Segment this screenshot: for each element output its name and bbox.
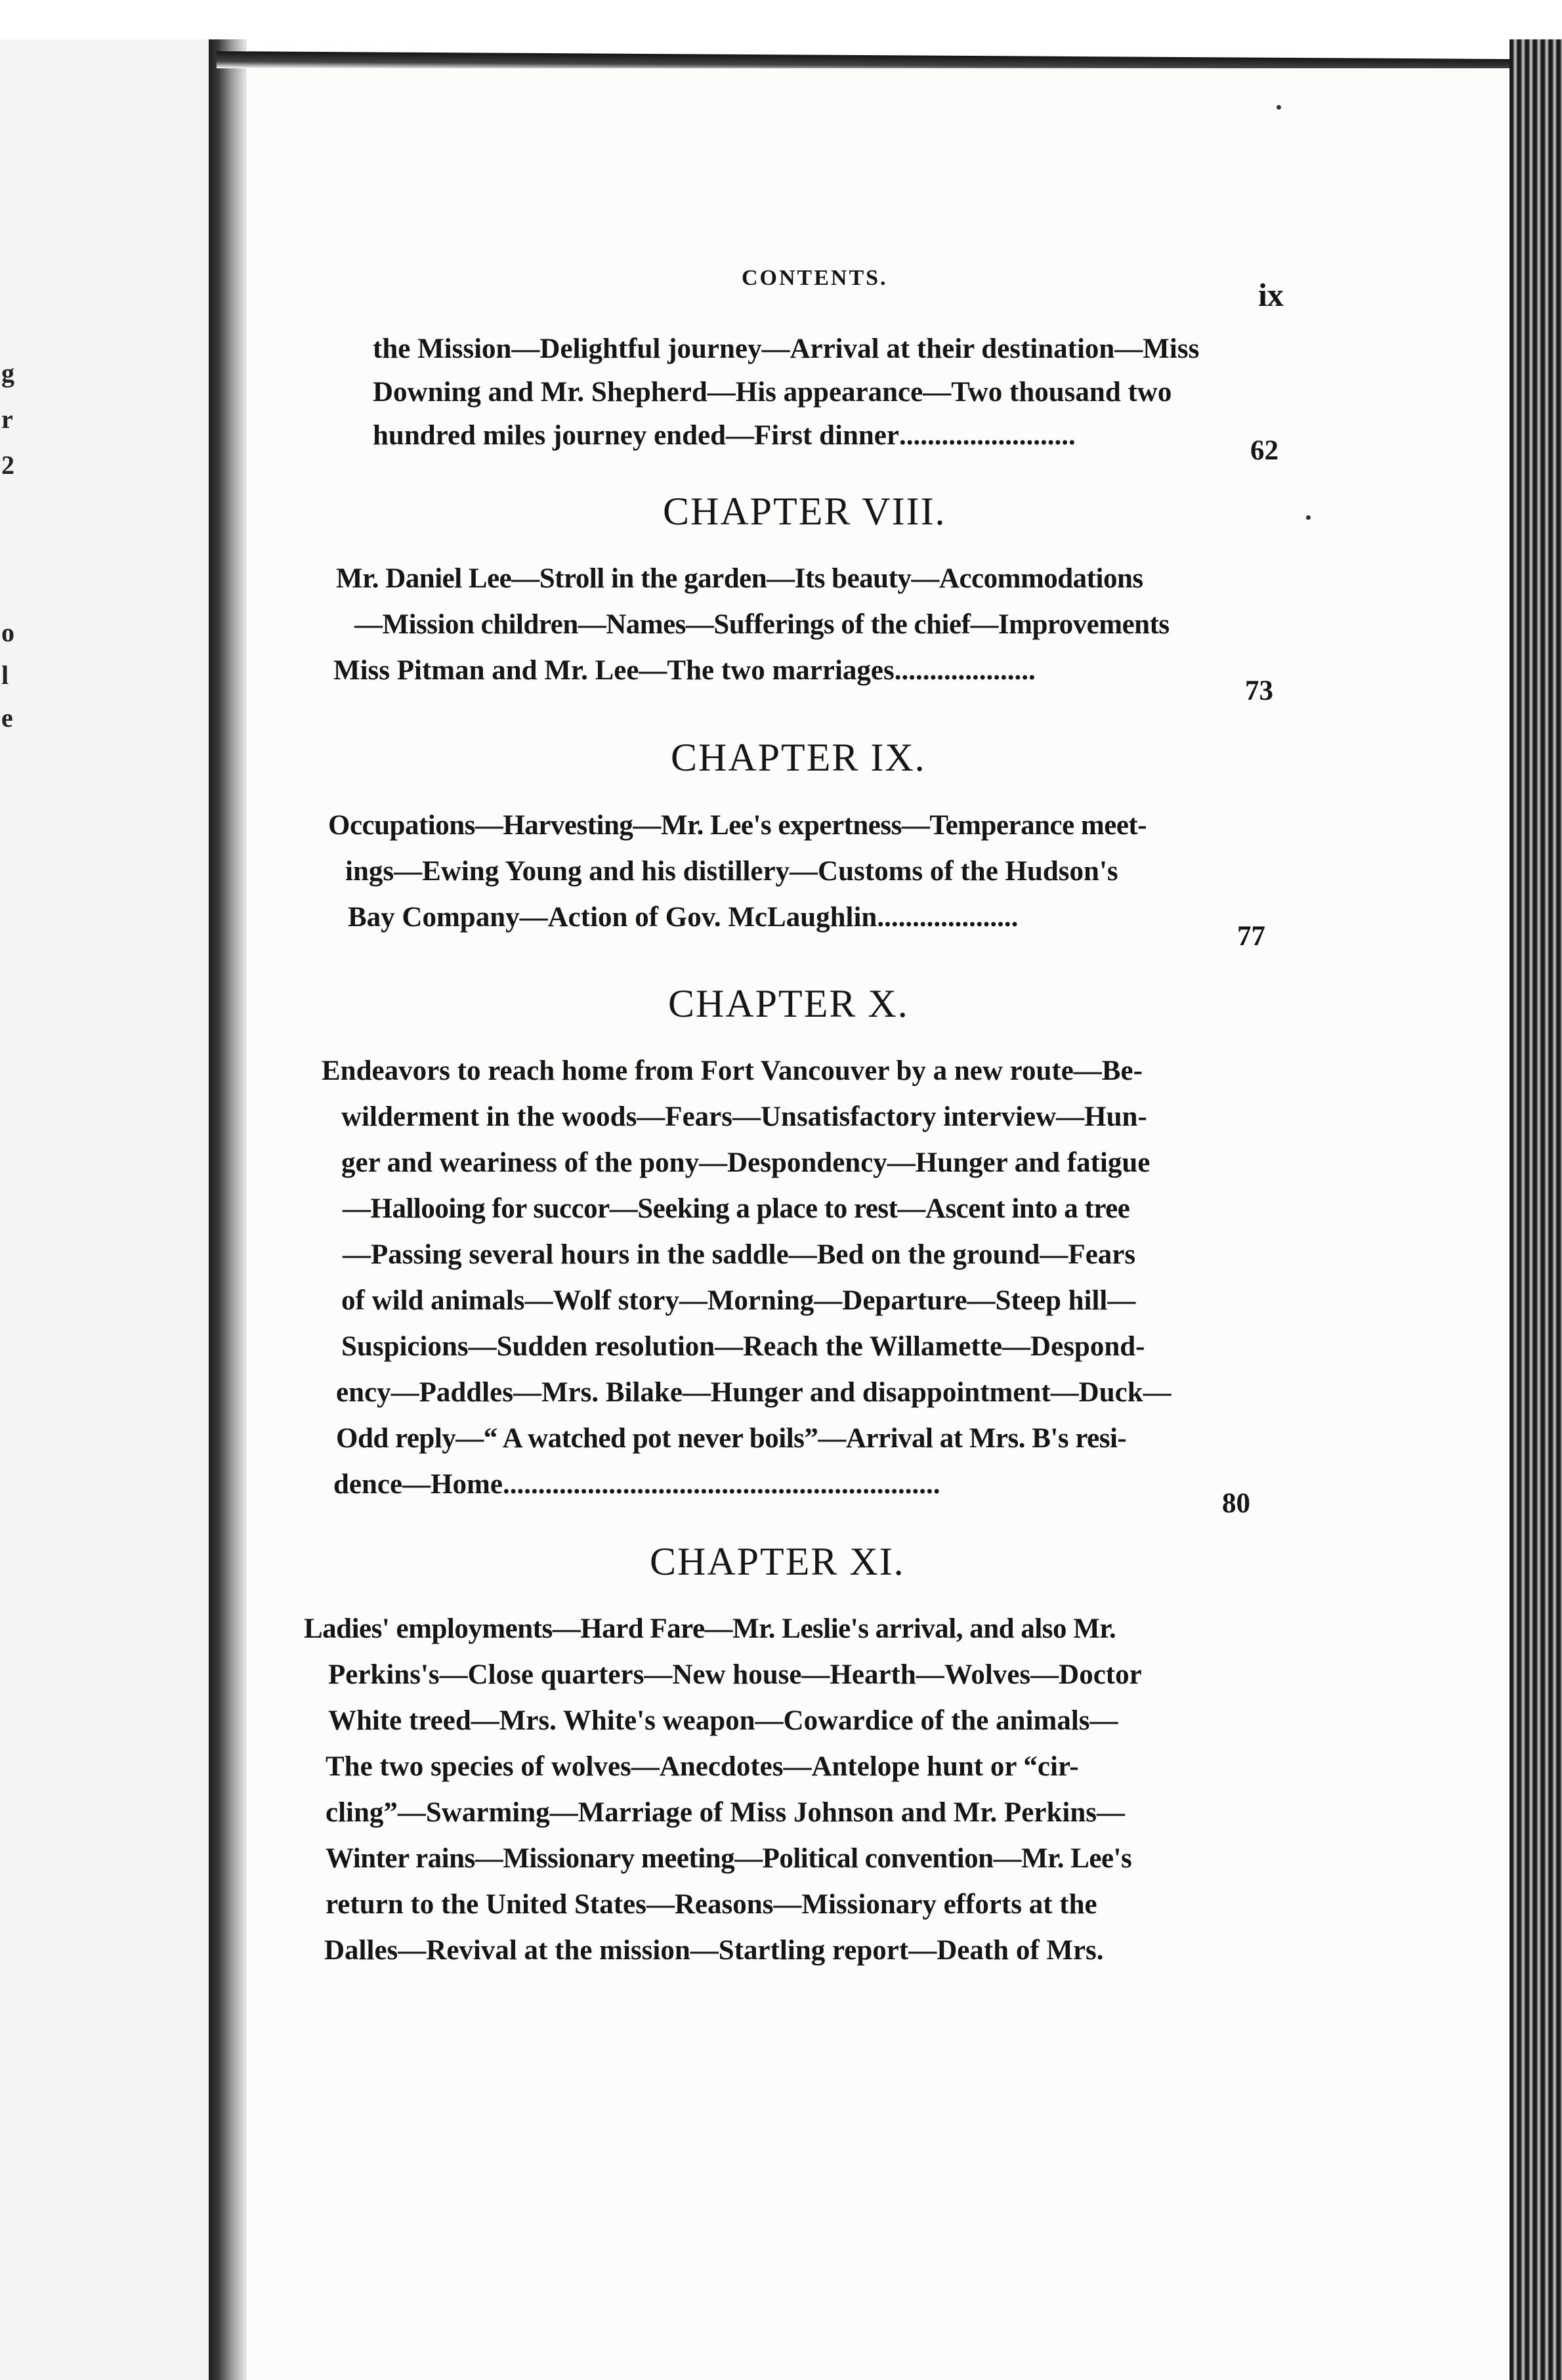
toc-line [373, 421, 1076, 450]
toc-page-number: 77 [1237, 921, 1265, 952]
toc-line: White treed—Mrs. White's weapon—Cowardice of the animals— [328, 1705, 1118, 1736]
toc-page-number: 73 [1245, 675, 1273, 706]
page-number: ix [1258, 276, 1284, 313]
contents-page [247, 68, 1509, 2380]
toc-line: Endeavors to reach home from Fort Vancouver by a new route—Be- [322, 1055, 1143, 1086]
toc-line-text: hundred miles journey ended—First dinner [373, 420, 899, 451]
toc-line [348, 903, 1018, 931]
toc-line: ger and weariness of the pony—Despondency—Hunger and fatigue [341, 1147, 1150, 1178]
toc-line-text: Miss Pitman and Mr. Lee—The two marriages [333, 655, 895, 686]
facing-page-fragment: l [1, 660, 9, 690]
toc-line: ings—Ewing Young and his distillery—Customs of the Hudson's [345, 856, 1118, 887]
toc-line: —Mission children—Names—Sufferings of the chief—Improvements [354, 609, 1170, 640]
chapter-heading: CHAPTER VIII. [663, 490, 946, 533]
toc-page-number: 80 [1222, 1488, 1250, 1519]
toc-line: Downing and Mr. Shepherd—His appearance—Two thousand two [373, 377, 1172, 408]
toc-line: —Hallooing for succor—Seeking a place to rest—Ascent into a tree [343, 1193, 1130, 1224]
facing-page-fragment: 2 [1, 450, 14, 480]
toc-line: Winter rains—Missionary meeting—Political convention—Mr. Lee's [326, 1843, 1132, 1874]
facing-page-edge [0, 39, 215, 2380]
toc-line: of wild animals—Wolf story—Morning—Departure—Steep hill— [341, 1285, 1136, 1316]
facing-page-fragment: o [1, 618, 14, 647]
toc-line: Occupations—Harvesting—Mr. Lee's expertness—Temperance meet- [328, 810, 1147, 841]
toc-line: wilderment in the woods—Fears—Unsatisfactory interview—Hun- [341, 1101, 1147, 1132]
toc-line [333, 656, 1036, 685]
chapter-heading: CHAPTER X. [668, 982, 909, 1025]
toc-page-number: 62 [1250, 435, 1278, 466]
toc-line: return to the United States—Reasons—Missionary efforts at the [326, 1889, 1097, 1920]
chapter-heading: CHAPTER IX. [671, 736, 926, 779]
book-gutter [209, 39, 247, 2380]
toc-line: Odd reply—“ A watched pot never boils”—Arrival at Mrs. B's resi- [336, 1423, 1127, 1454]
toc-line: the Mission—Delightful journey—Arrival at their destination—Miss [373, 333, 1200, 364]
facing-page-fragment: g [1, 358, 14, 388]
toc-line: The two species of wolves—Anecdotes—Antelope hunt or “cir- [326, 1751, 1079, 1782]
toc-line: cling”—Swarming—Marriage of Miss Johnson and Mr. Perkins— [326, 1797, 1125, 1828]
chapter-heading: CHAPTER XI. [650, 1540, 905, 1583]
toc-line: Suspicions—Sudden resolution—Reach the Willamette—Despond- [341, 1331, 1145, 1362]
toc-line-text: dence—Home [333, 1469, 503, 1500]
running-head: CONTENTS. [742, 266, 888, 290]
dot-leader: ......................... [898, 420, 1076, 451]
facing-page-fragment: r [1, 404, 13, 434]
toc-line: ency—Paddles—Mrs. Bilake—Hunger and disappointment—Duck— [336, 1377, 1172, 1408]
page-stack-edge [1509, 39, 1562, 2380]
dot-leader: .............................................................. [502, 1469, 940, 1500]
toc-line: Perkins's—Close quarters—New house—Hearth—Wolves—Doctor [328, 1659, 1142, 1690]
toc-line: Dalles—Revival at the mission—Startling report—Death of Mrs. [324, 1935, 1104, 1966]
print-speck [1306, 515, 1311, 520]
dot-leader: .................... [894, 655, 1036, 686]
toc-line: Ladies' employments—Hard Fare—Mr. Leslie's arrival, and also Mr. [304, 1613, 1116, 1644]
toc-line: Mr. Daniel Lee—Stroll in the garden—Its beauty—Accommodations [336, 563, 1143, 594]
toc-line: —Passing several hours in the saddle—Bed on the ground—Fears [343, 1239, 1136, 1270]
toc-line-text: Bay Company—Action of Gov. McLaughlin [348, 902, 877, 933]
facing-page-fragment: e [1, 703, 13, 733]
toc-line [333, 1470, 940, 1498]
print-speck [1277, 105, 1281, 110]
dot-leader: .................... [877, 902, 1019, 933]
